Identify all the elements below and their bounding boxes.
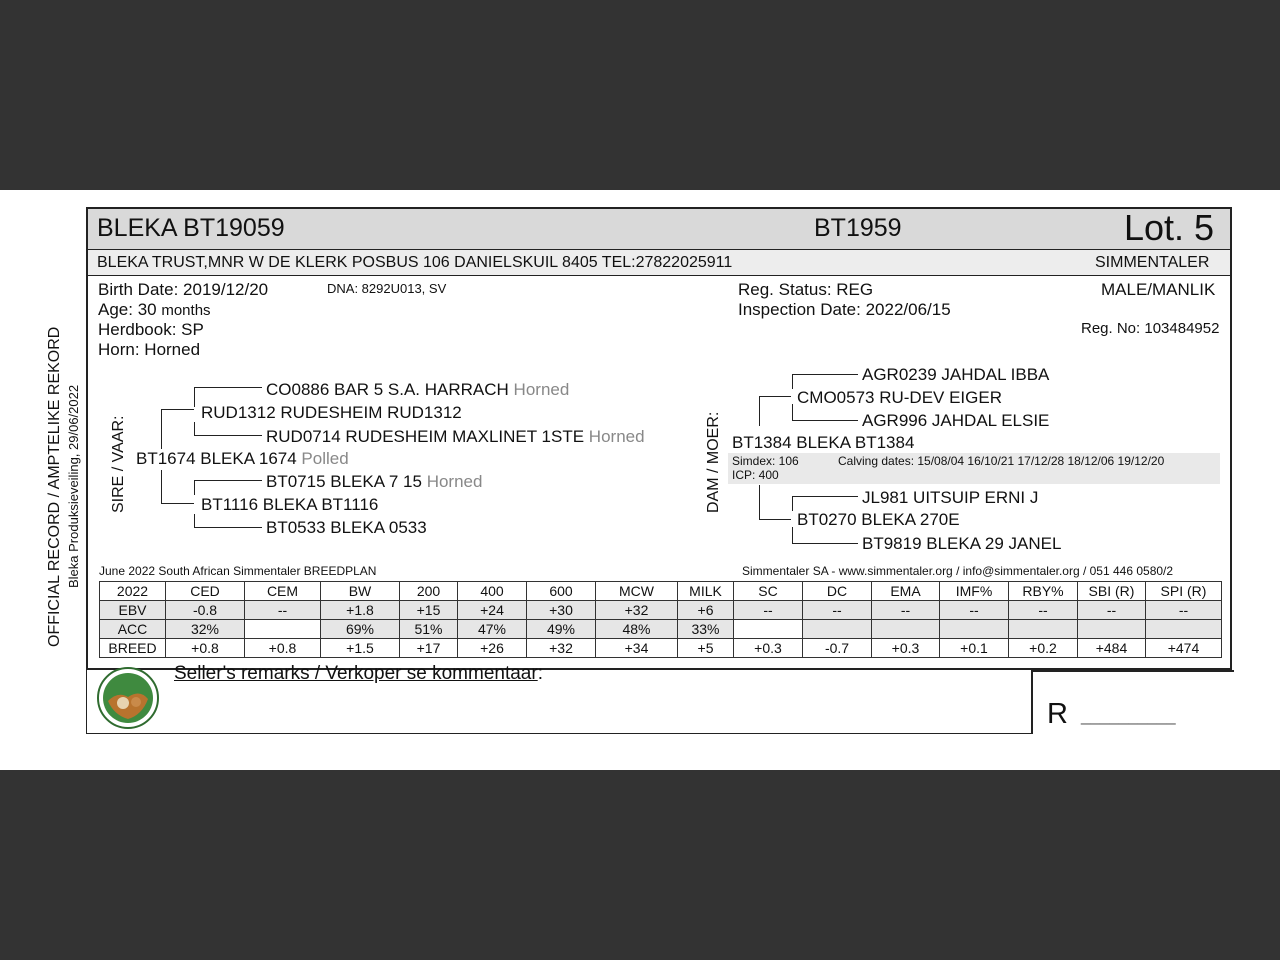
- table-cell: +0.1: [940, 639, 1009, 658]
- dam-name: BT1384 BLEKA BT1384: [732, 433, 915, 452]
- herdbook: Herdbook: SP: [98, 320, 204, 339]
- auction-name-label: Bleka Produksieveiling, 29/06/2022: [66, 384, 81, 588]
- table-cell: +0.2: [1009, 639, 1078, 658]
- birth-date: Birth Date: 2019/12/20: [98, 280, 269, 299]
- table-cell: +1.5: [321, 639, 400, 658]
- table-cell: +0.8: [245, 639, 321, 658]
- pedigree-line: [194, 435, 262, 436]
- breed-label: SIMMENTALER: [1095, 254, 1210, 271]
- table-cell: 47%: [458, 620, 527, 639]
- price-field[interactable]: __________: [1081, 706, 1176, 725]
- col-header: BW: [321, 582, 400, 601]
- dam-dam: BT0270 BLEKA 270E: [797, 510, 960, 529]
- col-header: IMF%: [940, 582, 1009, 601]
- pedigree-line: [194, 387, 262, 388]
- table-cell: [1078, 620, 1146, 639]
- ebv-header-row: [100, 582, 1222, 601]
- table-cell: +15: [400, 601, 458, 620]
- ssd-id: RUD0714 RUDESHEIM MAXLINET 1STE: [266, 427, 585, 446]
- table-cell: --: [734, 601, 803, 620]
- reg-number: Reg. No: 103484952: [1081, 320, 1220, 337]
- pedigree-line: [759, 485, 760, 520]
- pedigree-line: [759, 396, 791, 397]
- table-cell: [872, 620, 940, 639]
- table-cell: --: [1078, 601, 1146, 620]
- pedigree-line: [194, 387, 195, 407]
- table-cell: +474: [1146, 639, 1222, 658]
- col-header: SC: [734, 582, 803, 601]
- sire-sire: RUD1312 RUDESHEIM RUD1312: [201, 403, 462, 422]
- table-cell: +26: [458, 639, 527, 658]
- sire-id: BT1674 BLEKA 1674: [136, 449, 297, 468]
- col-header: CED: [166, 582, 245, 601]
- table-cell: 48%: [596, 620, 678, 639]
- pedigree-line: [792, 374, 793, 389]
- table-cell: [1009, 620, 1078, 639]
- pedigree-line: [792, 404, 793, 420]
- age-unit: months: [161, 302, 211, 319]
- table-cell: -0.8: [166, 601, 245, 620]
- dam-dam-dam: BT9819 BLEKA 29 JANEL: [862, 534, 1062, 553]
- col-header: 600: [527, 582, 596, 601]
- sds-id: BT0715 BLEKA 7 15: [266, 472, 422, 491]
- dam-dam-sire: JL981 UITSUIP ERNI J: [862, 488, 1039, 507]
- dam-label: DAM / MOER:: [705, 411, 722, 513]
- pedigree-line: [792, 374, 858, 375]
- table-cell: +17: [400, 639, 458, 658]
- table-cell: --: [1146, 601, 1222, 620]
- table-cell: +0.3: [734, 639, 803, 658]
- col-header: DC: [803, 582, 872, 601]
- table-cell: --: [872, 601, 940, 620]
- col-header: SBI (R): [1078, 582, 1146, 601]
- col-header: 2022: [100, 582, 166, 601]
- sex-label: MALE/MANLIK: [1101, 280, 1216, 299]
- table-cell: +24: [458, 601, 527, 620]
- dam-sire-sire: AGR0239 JAHDAL IBBA: [862, 365, 1050, 384]
- table-cell: -0.7: [803, 639, 872, 658]
- pedigree-line: [759, 396, 760, 426]
- simmentaler-logo: [96, 667, 160, 729]
- sire-sire-dam: [266, 427, 645, 447]
- dam-sire-dam: AGR996 JAHDAL ELSIE: [862, 411, 1050, 430]
- lot-number: Lot. 5: [1124, 207, 1215, 248]
- table-cell: 32%: [166, 620, 245, 639]
- table-cell: +30: [527, 601, 596, 620]
- pedigree-line: [792, 420, 858, 421]
- table-cell: +0.3: [872, 639, 940, 658]
- col-header: CEM: [245, 582, 321, 601]
- table-cell: --: [803, 601, 872, 620]
- sire-dam-sire: [266, 472, 482, 492]
- table-cell: --: [940, 601, 1009, 620]
- dna-info: DNA: 8292U013, SV: [327, 281, 447, 296]
- sss-id: CO0886 BAR 5 S.A. HARRACH: [266, 380, 509, 399]
- ebv-row: [100, 601, 1222, 620]
- table-cell: +32: [527, 639, 596, 658]
- age-value: Age: 30: [98, 300, 157, 319]
- pedigree-line: [194, 422, 195, 435]
- age: [98, 300, 211, 320]
- table-cell: 51%: [400, 620, 458, 639]
- pedigree-line: [759, 519, 791, 520]
- pedigree-line: [792, 527, 793, 543]
- price-prefix: R: [1047, 698, 1068, 730]
- pedigree-line: [161, 409, 194, 410]
- pedigree-line: [194, 480, 195, 495]
- table-cell: ACC: [100, 620, 166, 639]
- ebv-table: [99, 581, 1222, 658]
- col-header: MILK: [678, 582, 734, 601]
- col-header: EMA: [872, 582, 940, 601]
- table-cell: +0.8: [166, 639, 245, 658]
- table-cell: --: [245, 601, 321, 620]
- table-cell: [940, 620, 1009, 639]
- table-cell: [734, 620, 803, 639]
- ssd-horn: Horned: [588, 427, 645, 446]
- sds-horn: Horned: [426, 472, 483, 491]
- breedplan-contact: Simmentaler SA - www.simmentaler.org / info@simmentaler.org / 051 446 0580/2: [742, 564, 1174, 578]
- pedigree-line: [194, 514, 195, 527]
- sire-sire-sire: [266, 380, 569, 400]
- calving-dates: Calving dates: 15/08/04 16/10/21 17/12/28 18/12/06 19/12/20: [838, 454, 1165, 468]
- sire-label: SIRE / VAAR:: [110, 415, 127, 513]
- reg-status: Reg. Status: REG: [738, 280, 874, 299]
- official-record-label: OFFICIAL RECORD / AMPTELIKE REKORD: [46, 326, 63, 647]
- col-header: SPI (R): [1146, 582, 1222, 601]
- breed-row: [100, 639, 1222, 658]
- breedplan-source: June 2022 South African Simmentaler BREEDPLAN: [99, 564, 377, 578]
- table-cell: +34: [596, 639, 678, 658]
- sire-dam: BT1116 BLEKA BT1116: [201, 495, 379, 514]
- table-cell: --: [1009, 601, 1078, 620]
- table-cell: [1146, 620, 1222, 639]
- sire-dam-dam: BT0533 BLEKA 0533: [266, 518, 427, 537]
- col-header: 200: [400, 582, 458, 601]
- table-cell: +32: [596, 601, 678, 620]
- table-cell: +484: [1078, 639, 1146, 658]
- pedigree-line: [792, 496, 793, 511]
- sire-name: [136, 449, 349, 469]
- sire-horn: Polled: [301, 449, 349, 468]
- pedigree-line: [161, 470, 162, 503]
- sellers-remarks-label: [174, 663, 543, 685]
- table-cell: +5: [678, 639, 734, 658]
- pedigree-line: [194, 527, 262, 528]
- owner-details: BLEKA TRUST,MNR W DE KLERK POSBUS 106 DANIELSKUIL 8405 TEL:27822025911: [97, 254, 733, 271]
- sellers-remarks-text: Seller's remarks / Verkoper se kommentaar: [174, 663, 538, 684]
- inspection-date: Inspection Date: 2022/06/15: [738, 300, 951, 319]
- pedigree-line: [161, 409, 162, 449]
- table-cell: 33%: [678, 620, 734, 639]
- icp: ICP: 400: [732, 468, 779, 482]
- pedigree-line: [792, 496, 858, 497]
- table-cell: [245, 620, 321, 639]
- table-cell: EBV: [100, 601, 166, 620]
- acc-row: [100, 620, 1222, 639]
- simdex: Simdex: 106: [732, 454, 799, 468]
- table-cell: +1.8: [321, 601, 400, 620]
- animal-code: BT1959: [814, 214, 902, 242]
- horn-status: Horn: Horned: [98, 340, 201, 359]
- table-cell: +6: [678, 601, 734, 620]
- table-cell: 69%: [321, 620, 400, 639]
- table-cell: [803, 620, 872, 639]
- pedigree-line: [161, 503, 194, 504]
- col-header: 400: [458, 582, 527, 601]
- col-header: RBY%: [1009, 582, 1078, 601]
- table-cell: BREED: [100, 639, 166, 658]
- sellers-remarks-colon: :: [537, 663, 543, 684]
- table-cell: 49%: [527, 620, 596, 639]
- pedigree-line: [792, 543, 858, 544]
- col-header: MCW: [596, 582, 678, 601]
- animal-name: BLEKA BT19059: [97, 214, 285, 242]
- sss-horn: Horned: [513, 380, 570, 399]
- dam-sire: CMO0573 RU-DEV EIGER: [797, 388, 1002, 407]
- pedigree-line: [194, 480, 262, 481]
